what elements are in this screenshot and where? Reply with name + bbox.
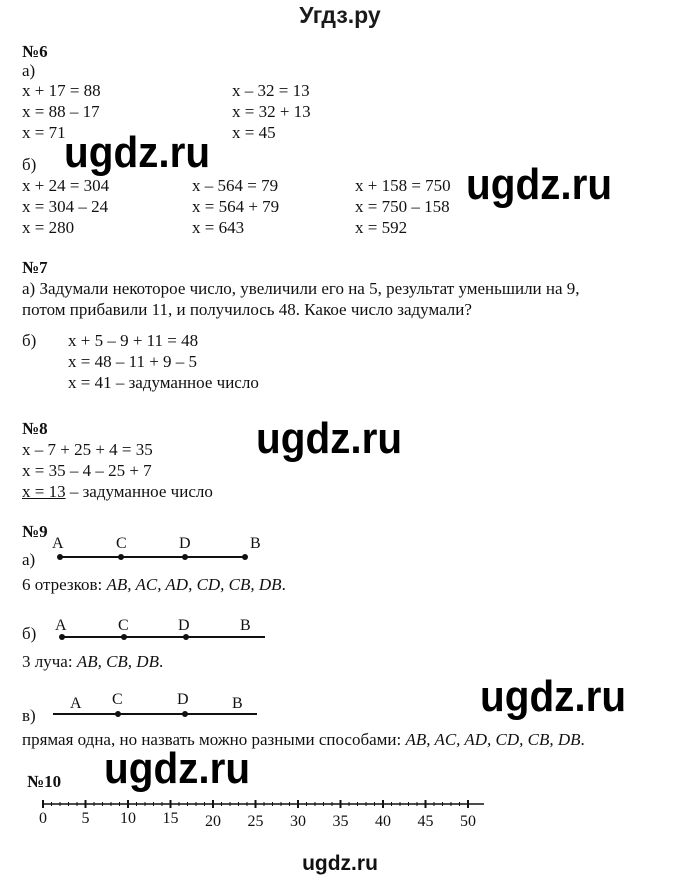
watermark: ugdz.ru <box>466 160 613 209</box>
point-b-label: B <box>240 617 251 634</box>
point-a-label: A <box>55 617 67 634</box>
task9-b-text-plain: 3 луча: <box>22 652 77 671</box>
task6-b-col3-line3: x = 592 <box>355 218 408 237</box>
task6-a-col1-line3: x = 71 <box>22 123 66 142</box>
task9-a-text-italic: AB, AC, AD, CD, CB, DB <box>106 575 282 594</box>
point-d-label: D <box>179 535 191 552</box>
tick-label: 0 <box>39 810 47 827</box>
point-c-label: C <box>118 617 129 634</box>
task9-c-text-plain: прямая одна, но назвать можно разными способами: <box>22 730 406 749</box>
tick-label: 5 <box>81 810 90 827</box>
task6-b-col2-line2: x = 564 + 79 <box>192 197 280 216</box>
footer-watermark: ugdz.ru <box>302 852 378 875</box>
task6-title: №6 <box>22 42 48 61</box>
task7-a-line2: потом прибавили 11, и получилось 48. Какое число задумали? <box>22 300 472 319</box>
task6-a-col1-line2: x = 88 – 17 <box>22 102 100 121</box>
tick-label: 40 <box>375 813 391 830</box>
task10-title: №10 <box>27 772 62 791</box>
task6-a-col2-line1: x – 32 = 13 <box>232 81 310 100</box>
task8-title: №8 <box>22 419 48 438</box>
point-d-label: D <box>177 691 189 708</box>
task6-a-col2-line3: x = 45 <box>232 123 276 142</box>
tick-label: 50 <box>460 813 476 830</box>
task6-b-col3-line1: x + 158 = 750 <box>355 176 451 195</box>
watermark: ugdz.ru <box>480 672 627 721</box>
task9-b-label: б) <box>22 624 37 643</box>
task9-b-ray-diagram <box>40 610 280 646</box>
task9-a-text <box>22 575 286 595</box>
tick-label: 30 <box>290 813 306 830</box>
point-a-label: A <box>52 535 64 552</box>
tick-label: 35 <box>332 813 349 830</box>
task8-answer-underlined: x = 13 <box>22 482 66 501</box>
site-title: Угдз.ру <box>299 2 381 28</box>
point-c-label: C <box>116 535 127 552</box>
task9-c-text-end: . <box>580 730 585 749</box>
task8-answer <box>22 482 213 502</box>
task7-b-line1: x + 5 – 9 + 11 = 48 <box>68 331 199 350</box>
point-b-label: B <box>232 695 243 712</box>
task6-a-col1-line1: x + 17 = 88 <box>22 81 101 100</box>
point-b-label: B <box>250 535 261 552</box>
task6-b-col3-line2: x = 750 – 158 <box>355 197 450 216</box>
tick-label: 15 <box>162 810 179 827</box>
task9-c-label: в) <box>22 706 36 725</box>
task9-a-text-end: . <box>281 575 286 594</box>
task9-b-text-end: . <box>158 652 164 671</box>
task9-c-text-italic: AB, AC, AD, CD, CB, DB <box>405 730 581 749</box>
point-c-label: C <box>112 691 123 708</box>
task9-b-text <box>22 652 163 672</box>
task6-b-col2-line3: x = 643 <box>192 218 245 237</box>
task6-b-col1-line3: x = 280 <box>22 218 75 237</box>
tick-label: 45 <box>417 813 434 830</box>
task6-a-col2-line2: x = 32 + 13 <box>232 102 311 121</box>
task6-b-col2-line1: x – 564 = 79 <box>192 176 279 195</box>
task7-b-line3: x = 41 – задуманное число <box>68 373 259 392</box>
number-line-tick-labels <box>39 810 476 830</box>
task8-line1: x – 7 + 25 + 4 = 35 <box>22 440 153 459</box>
watermark: ugdz.ru <box>256 414 403 463</box>
task8-line2: x = 35 – 4 – 25 + 7 <box>22 461 152 480</box>
task9-title: №9 <box>22 522 48 541</box>
tick-label: 10 <box>120 810 136 827</box>
task9-a-label: а) <box>22 550 36 569</box>
task9-a-text-plain: 6 отрезков: <box>22 575 107 594</box>
point-d-label: D <box>178 617 190 634</box>
task8-answer-rest: – задуманное число <box>65 482 213 501</box>
task7-a-line1: а) Задумали некоторое число, увеличили его на 5, результат уменьшили на 9, <box>22 279 580 298</box>
task7-title: №7 <box>22 258 48 277</box>
task6-b-col1-line1: x + 24 = 304 <box>22 176 110 195</box>
task10-number-line <box>40 796 500 836</box>
task6-b-col1-line2: x = 304 – 24 <box>22 197 109 216</box>
task9-b-text-italic: AB, CB, DB <box>76 652 159 671</box>
point-a-label: A <box>70 695 82 712</box>
task9-c-line-diagram <box>50 690 290 726</box>
tick-label: 25 <box>247 813 264 830</box>
task9-a-segment-diagram <box>40 534 280 570</box>
watermark: ugdz.ru <box>104 744 251 793</box>
task7-b-label: б) <box>22 331 37 350</box>
task7-b-line2: x = 48 – 11 + 9 – 5 <box>68 352 198 371</box>
watermark: ugdz.ru <box>64 128 211 177</box>
tick-label: 20 <box>205 813 221 830</box>
task6-a-label: а) <box>22 61 36 80</box>
task6-b-label: б) <box>22 155 37 174</box>
